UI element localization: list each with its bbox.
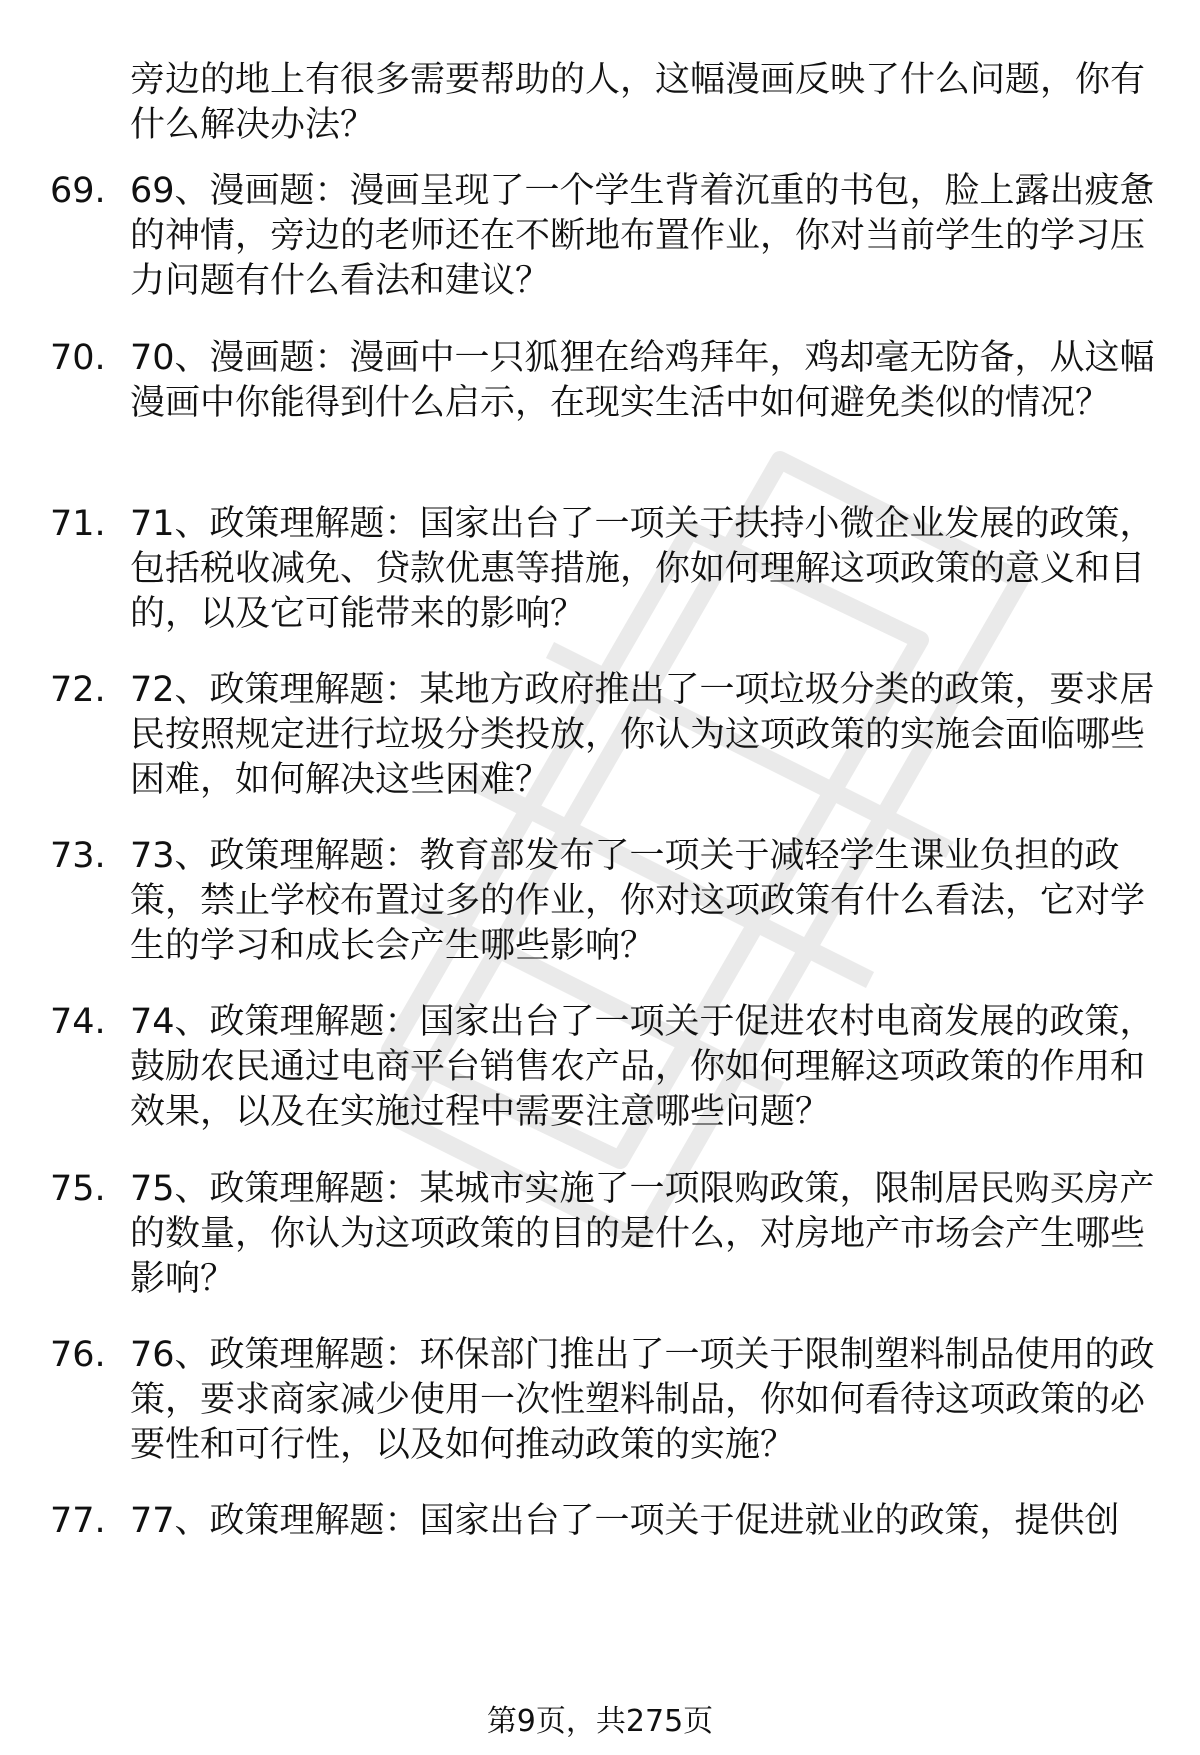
question-text: 72、政策理解题：某地方政府推出了一项垃圾分类的政策，要求居民按照规定进行垃圾分类投放，你认为这项政策的实施会面临哪些困难，如何解决这些困难？ xyxy=(130,670,1155,800)
question-text: 74、政策理解题：国家出台了一项关于促进农村电商发展的政策，鼓励农民通过电商平台销售农产品，你如何理解这项政策的作用和效果，以及在实施过程中需要注意哪些问题？ xyxy=(130,1002,1155,1132)
question-text: 71、政策理解题：国家出台了一项关于扶持小微企业发展的政策，包括税收减免、贷款优惠等措施，你如何理解这项政策的意义和目的，以及它可能带来的影响？ xyxy=(130,504,1155,634)
question-number: 73. xyxy=(50,836,106,876)
question-number: 69. xyxy=(50,171,106,211)
question-number: 72. xyxy=(50,670,106,710)
question-number: 77. xyxy=(50,1501,106,1541)
question-text: 77、政策理解题：国家出台了一项关于促进就业的政策，提供创 xyxy=(130,1501,1120,1541)
question-text: 75、政策理解题：某城市实施了一项限购政策，限制居民购买房产的数量，你认为这项政策的目的是什么，对房地产市场会产生哪些影响？ xyxy=(130,1169,1155,1299)
question-text: 69、漫画题：漫画呈现了一个学生背着沉重的书包，脸上露出疲惫的神情，旁边的老师还在不断地布置作业，你对当前学生的学习压力问题有什么看法和建议？ xyxy=(130,171,1155,301)
question-number: 75. xyxy=(50,1169,106,1209)
question-text: 70、漫画题：漫画中一只狐狸在给鸡拜年，鸡却毫无防备，从这幅漫画中你能得到什么启示，在现实生活中如何避免类似的情况？ xyxy=(130,338,1155,423)
question-text: 73、政策理解题：教育部发布了一项关于减轻学生课业负担的政策，禁止学校布置过多的作业，你对这项政策有什么看法，它对学生的学习和成长会产生哪些影响？ xyxy=(130,836,1146,966)
question-number: 70. xyxy=(50,338,106,378)
intro-text: 旁边的地上有很多需要帮助的人，这幅漫画反映了什么问题，你有什么解决办法？ xyxy=(130,60,1146,145)
question-text: 76、政策理解题：环保部门推出了一项关于限制塑料制品使用的政策，要求商家减少使用一次性塑料制品，你如何看待这项政策的必要性和可行性，以及如何推动政策的实施？ xyxy=(130,1335,1155,1465)
question-number: 74. xyxy=(50,1002,106,1042)
question-number: 76. xyxy=(50,1335,106,1375)
question-number: 71. xyxy=(50,504,106,544)
page-number-footer: 第9页，共275页 xyxy=(486,1704,714,1739)
